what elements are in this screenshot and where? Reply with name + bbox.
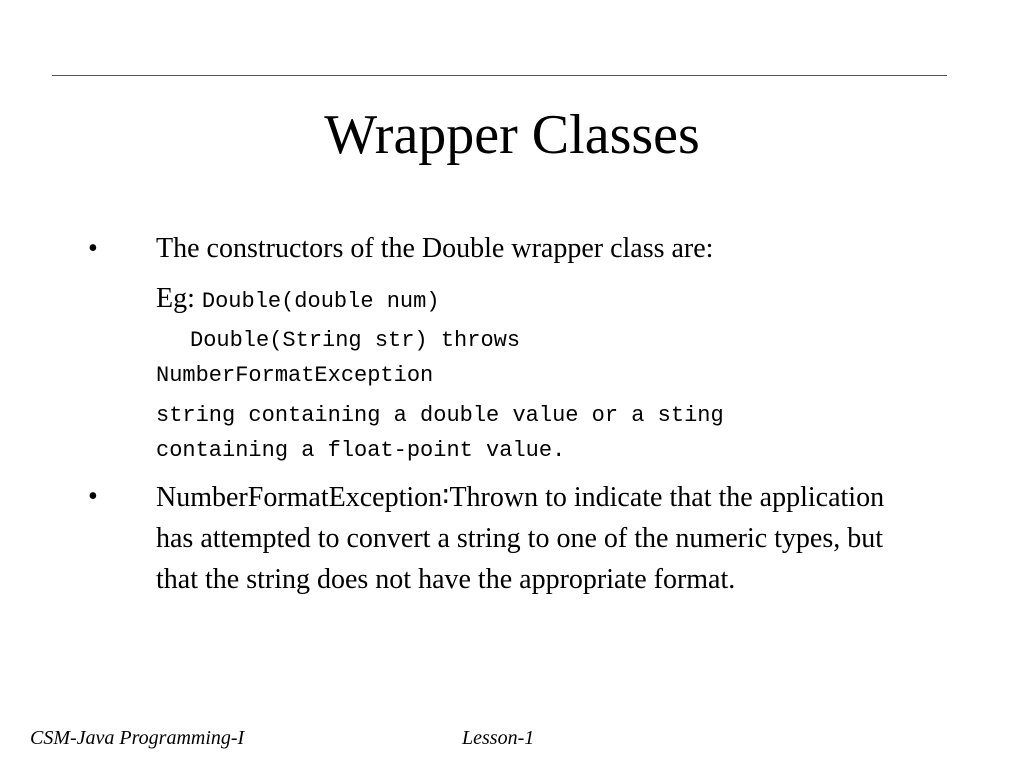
exception-code: NumberFormatException [156,363,434,388]
top-divider [52,75,947,76]
footer-course: CSM-Java Programming-I [30,727,245,749]
footer-lesson: Lesson-1 [462,727,535,749]
bullet-marker: • [88,481,98,512]
example-line [156,283,440,318]
constructor-string-code: Double(String str) throws [190,328,521,353]
bullet-1-text: The constructors of the Double wrapper class are: [156,233,714,264]
description-code-line-2: containing a float-point value. [156,438,566,463]
description-code-line-1: string containing a double value or a sting [156,403,724,428]
slide-title: Wrapper Classes [324,104,700,166]
constructor-double-code: Double(double num) [201,289,440,314]
bullet-2-text: NumberFormatException∶Thrown to indicate that the application has attempted to convert a string to one of the numeric types, but that the string does not have the appropriate format. [156,482,885,595]
bullet-marker: • [88,233,98,264]
example-label: Eg: [156,283,195,314]
